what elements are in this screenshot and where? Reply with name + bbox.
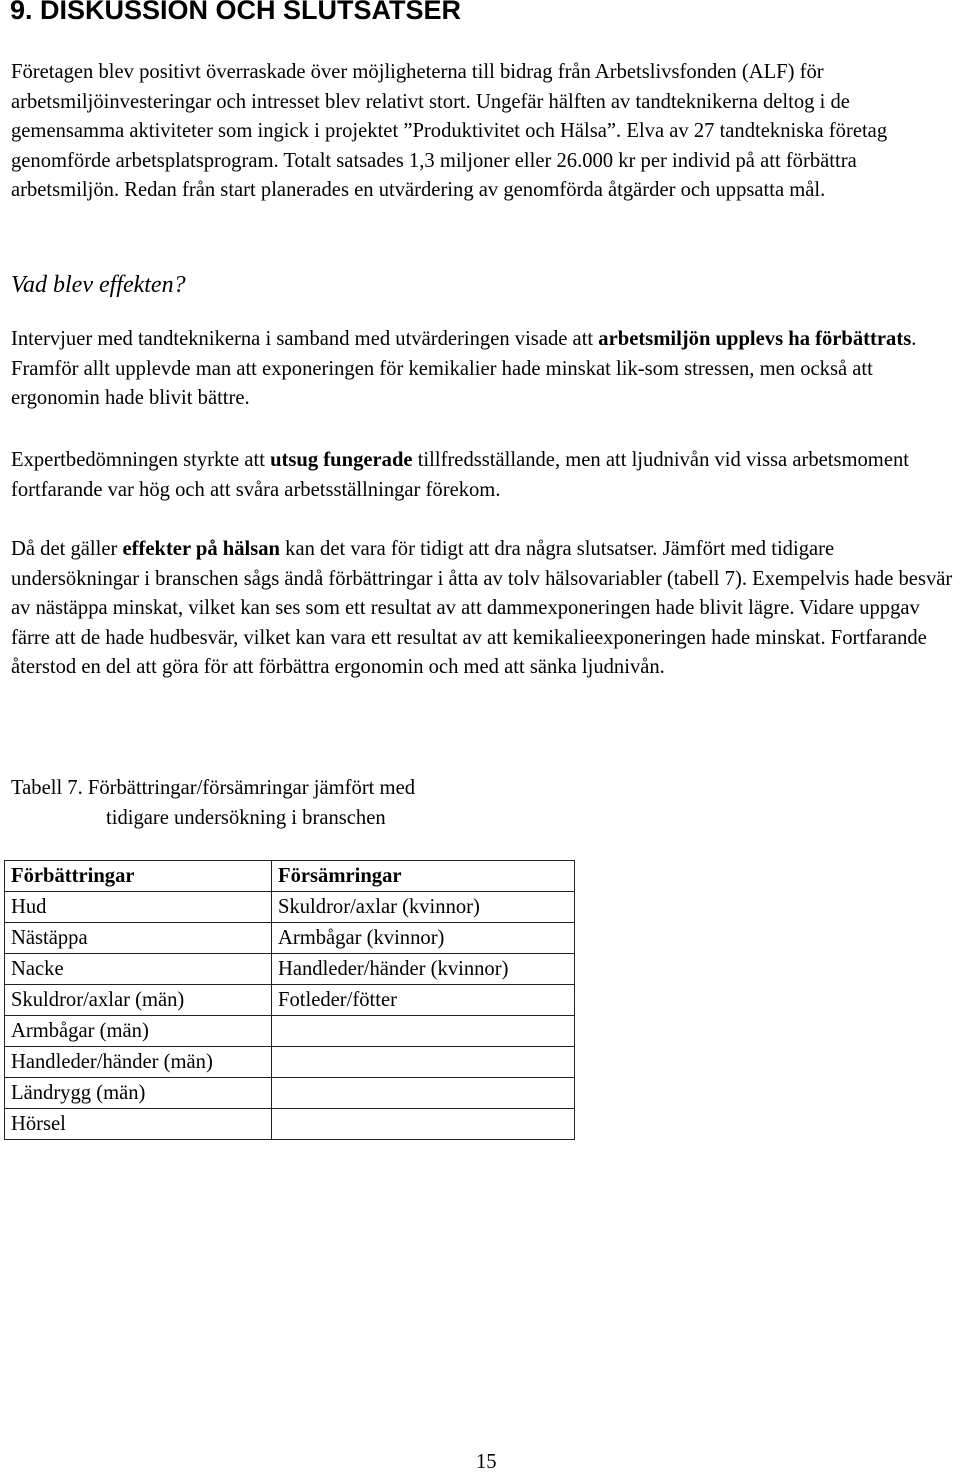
table-cell: Ländrygg (män) (5, 1078, 272, 1109)
paragraph-health-emphasis: effekter på hälsan (122, 538, 280, 560)
table-caption-line2: tidigare undersökning i branschen (106, 807, 386, 829)
table-cell: Fotleder/fötter (272, 985, 575, 1016)
paragraph-interviews-text-end: . Framför allt upplevde man att exponeringen för kemikalier hade minskat lik-som stressen, men också att ergonomin hade blivit bättre. (11, 328, 917, 410)
paragraph-expert-text-end: tillfredsställande, men att ljudnivån vid vissa arbetsmoment fortfarande var hög och att svåra arbetsställningar förekom. (11, 449, 909, 501)
table-row (5, 954, 575, 985)
table-cell: Handleder/händer (män) (5, 1047, 272, 1078)
paragraph-interviews-emphasis: arbetsmiljön upplevs ha förbättrats (598, 328, 912, 350)
table-cell (272, 1016, 575, 1047)
table-cell: Hörsel (5, 1109, 272, 1140)
table-cell: Skuldror/axlar (män) (5, 985, 272, 1016)
table-caption (11, 773, 415, 833)
table-cell: Armbågar (män) (5, 1016, 272, 1047)
table-cell: Armbågar (kvinnor) (272, 923, 575, 954)
page-number: 15 (476, 1451, 497, 1473)
paragraph-health-text: Då det gäller (11, 538, 123, 560)
results-table (4, 860, 575, 1140)
paragraph-health-text-end: kan det vara för tidigt att dra några slutsatser. Jämfört med tidigare undersökningar i branschen sågs ändå förbättringar i åtta av tolv hälsovariabler (tabell 7). Exempelvis hade besvär av nästäppa minskat, vilket kan ses som ett resultat av att dammexponeringen hade blivit lägre. Vidare uppgav färre att de hade hudbesvär, vilket kan vara ett resultat av att kemikalieexponeringen hade minskat. Fortfarande återstod en del att göra för att förbättra ergonomin och med att sänka ljudnivån. (11, 538, 953, 679)
paragraph-intro: Företagen blev positivt överraskade över möjligheterna till bidrag från Arbetslivsfonden (ALF) för arbetsmiljöinvesteringar och intresset blev relativt stort. Ungefär hälften av tandteknikerna deltog i de gemensamma aktiviteter som ingick i projektet ”Produktivitet och Hälsa”. Elva av 27 tandtekniska företag genomförde arbetsplatsprogram. Totalt satsades 1,3 miljoner eller 26.000 kr per individ på att förbättra arbetsmiljön. Redan från start planerades en utvärdering av genomförda åtgärder och uppsatta mål. (11, 61, 888, 202)
paragraph-expert-emphasis: utsug fungerade (270, 449, 413, 471)
table-cell (272, 1078, 575, 1109)
column-header-deteriorations: Försämringar (272, 861, 575, 892)
table-cell: Hud (5, 892, 272, 923)
paragraph-expert-text: Expertbedömningen styrkte att (11, 449, 271, 471)
section-heading: 9. DISKUSSION OCH SLUTSATSER (10, 0, 462, 25)
table-cell: Handleder/händer (kvinnor) (272, 954, 575, 985)
table-row (5, 892, 575, 923)
table-row (5, 1078, 575, 1109)
table-row (5, 1047, 575, 1078)
paragraph-interviews (11, 325, 956, 414)
table-cell: Skuldror/axlar (kvinnor) (272, 892, 575, 923)
table-row (5, 923, 575, 954)
paragraph-interviews-text: Intervjuer med tandteknikerna i samband med utvärderingen visade att (11, 328, 599, 350)
table-row (5, 1109, 575, 1140)
table-cell: Nästäppa (5, 923, 272, 954)
paragraph-expert (11, 446, 956, 505)
subheading-effect: Vad blev effekten? (11, 272, 186, 298)
table-header-row (5, 861, 575, 892)
table-caption-line1: Tabell 7. Förbättringar/försämringar jämfört med (11, 777, 416, 799)
table-row (5, 985, 575, 1016)
table-cell (272, 1047, 575, 1078)
column-header-improvements: Förbättringar (5, 861, 272, 892)
table-cell (272, 1109, 575, 1140)
paragraph-health (11, 535, 956, 683)
table-row (5, 1016, 575, 1047)
table-cell: Nacke (5, 954, 272, 985)
